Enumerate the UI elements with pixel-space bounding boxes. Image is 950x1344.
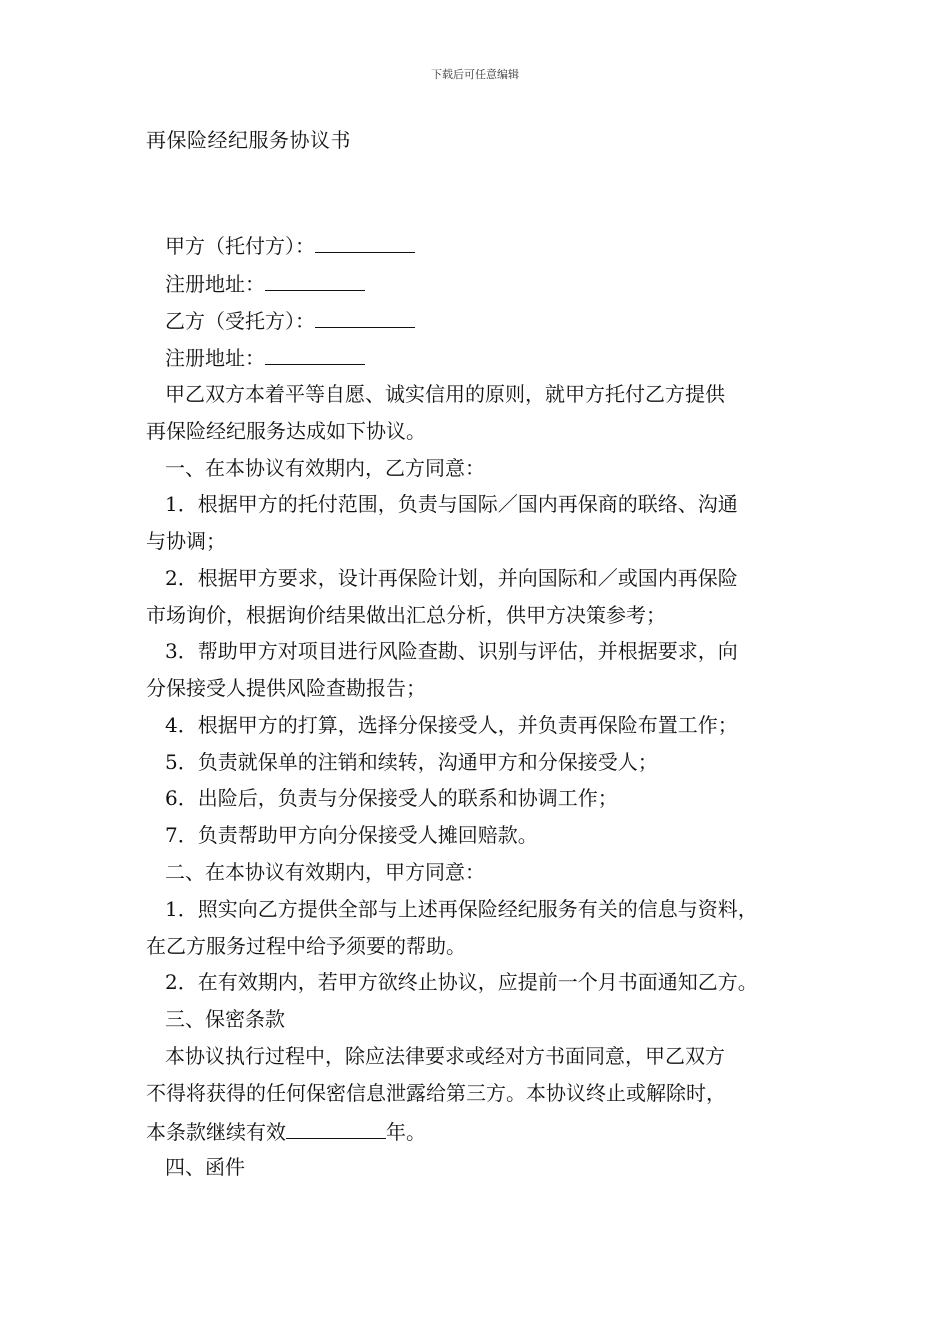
- clause-line: 市场询价，根据询价结果做出汇总分析，供甲方决策参考；: [146, 603, 666, 627]
- paragraph-line: 再保险经纪服务达成如下协议。: [146, 419, 426, 443]
- section-heading: 四、函件: [165, 1155, 245, 1179]
- clause-line: 1．根据甲方的托付范围，负责与国际／国内再保商的联络、沟通: [165, 492, 738, 516]
- clause-line: 3．帮助甲方对项目进行风险查勘、识别与评估，并根据要求，向: [165, 639, 738, 663]
- clause-line: 1．照实向乙方提供全部与上述再保险经纪服务有关的信息与资料，: [165, 897, 758, 921]
- clause-line: 与协调；: [146, 529, 226, 553]
- section-heading: 一、在本协议有效期内，乙方同意：: [165, 456, 485, 480]
- clause-line: 2．根据甲方要求，设计再保险计划，并向国际和／或国内再保险: [165, 566, 738, 590]
- clause-line: 在乙方服务过程中给予须要的帮助。: [146, 934, 466, 958]
- blank-field: [286, 1120, 386, 1139]
- blank-field: [265, 346, 365, 365]
- clause-line: 5．负责就保单的注销和续转，沟通甲方和分保接受人；: [165, 750, 658, 774]
- party-a-address-line: 注册地址：: [165, 272, 365, 294]
- clause-line: 2．在有效期内，若甲方欲终止协议，应提前一个月书面通知乙方。: [165, 970, 758, 994]
- party-b-line: 乙方（受托方）：: [165, 309, 415, 331]
- paragraph-line: 甲乙双方本着平等自愿、诚实信用的原则，就甲方托付乙方提供: [165, 382, 725, 406]
- blank-field: [315, 309, 415, 328]
- clause-line: 分保接受人提供风险查勘报告；: [146, 676, 426, 700]
- clause-line: 4．根据甲方的打算，选择分保接受人，并负责再保险布置工作；: [165, 713, 738, 737]
- blank-field: [315, 234, 415, 253]
- section-heading: 二、在本协议有效期内，甲方同意：: [165, 860, 485, 884]
- paragraph-line: 本协议执行过程中，除应法律要求或经对方书面同意，甲乙双方: [165, 1044, 725, 1068]
- clause-line: 6．出险后，负责与分保接受人的联系和协调工作；: [165, 786, 618, 810]
- clause-line: 7．负责帮助甲方向分保接受人摊回赔款。: [165, 823, 538, 847]
- blank-field: [265, 272, 365, 291]
- page-header: 下载后可任意编辑: [431, 68, 519, 81]
- document-title: 再保险经纪服务协议书: [146, 128, 351, 152]
- section-heading: 三、保密条款: [165, 1007, 285, 1031]
- paragraph-line: 本条款继续有效 年。: [146, 1120, 426, 1144]
- party-b-address-line: 注册地址：: [165, 346, 365, 368]
- paragraph-line: 不得将获得的任何保密信息泄露给第三方。本协议终止或解除时，: [146, 1081, 726, 1105]
- party-a-line: 甲方（托付方）：: [165, 234, 415, 256]
